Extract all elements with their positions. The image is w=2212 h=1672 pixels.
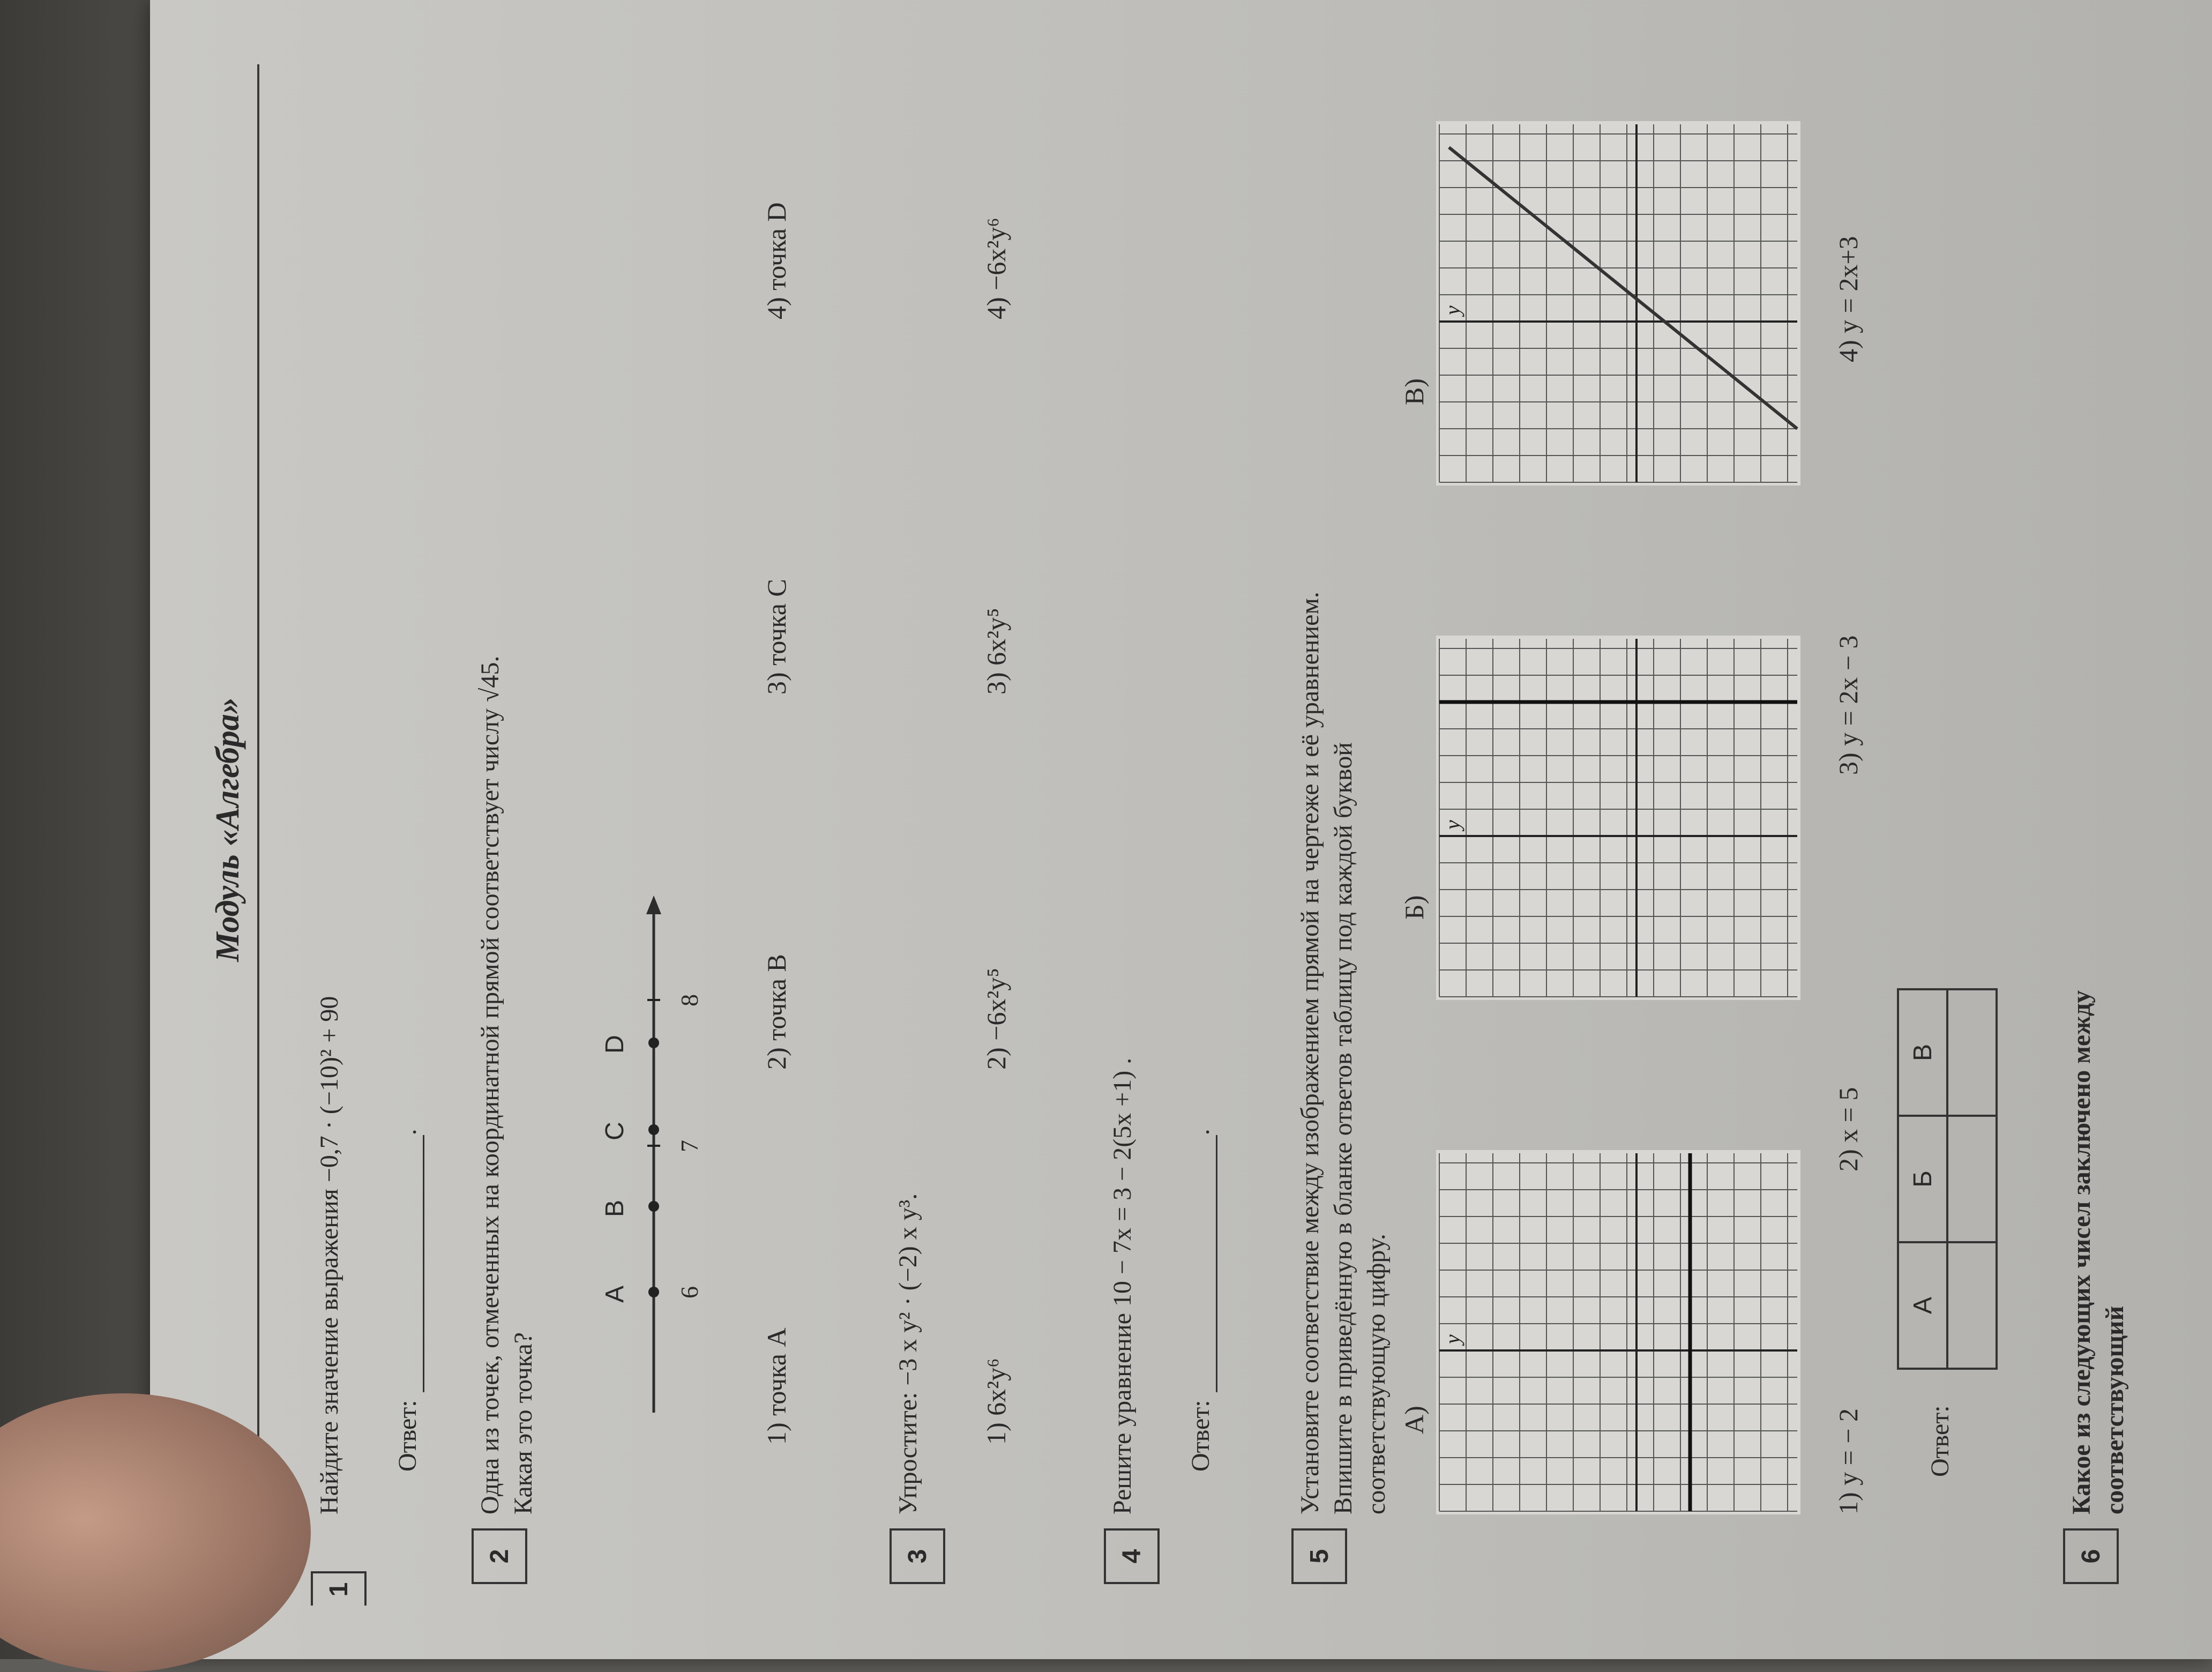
answer-label: Ответ: bbox=[393, 1400, 422, 1472]
point-label-b: B bbox=[601, 1199, 629, 1217]
number-line-arrow bbox=[646, 895, 661, 914]
question-6-line1: Какое из следующих чисел заключено между bbox=[2067, 990, 2096, 1514]
header-divider bbox=[257, 64, 259, 1584]
answer-cell-a[interactable] bbox=[1947, 1242, 1997, 1369]
q3-option-2[interactable]: 2) −6x²y⁵ bbox=[981, 968, 1011, 1070]
question-2-text bbox=[474, 75, 540, 1514]
q5-option-2[interactable]: 2) x = 5 bbox=[1833, 1087, 1863, 1171]
q5-option-1[interactable]: 1) y = − 2 bbox=[1833, 1408, 1863, 1514]
graph-a bbox=[1436, 1150, 1800, 1514]
q2-option-2[interactable]: 2) точка B bbox=[761, 954, 791, 1070]
question-number-6: 6 bbox=[2063, 1528, 2119, 1584]
question-number-4: 4 bbox=[1104, 1528, 1160, 1584]
answer-table-header-b: Б bbox=[1898, 1116, 1947, 1242]
question-number-5: 5 bbox=[1291, 1528, 1347, 1584]
question-2 bbox=[472, 75, 847, 1584]
q2-option-1[interactable]: 1) точка A bbox=[761, 1327, 791, 1445]
question-1-prompt: Найдите значение выражения −0,7 · (−10)² + 90 bbox=[315, 996, 343, 1514]
graph-c bbox=[1436, 121, 1800, 486]
point-label-c: C bbox=[601, 1122, 629, 1140]
q5-option-4[interactable]: 4) y = 2x+3 bbox=[1833, 236, 1863, 362]
question-3-text: Упростите: −3 x y² · (−2) x y³. bbox=[894, 1193, 922, 1514]
question-2-line2: Какая это точка? bbox=[509, 1332, 537, 1514]
point-b bbox=[648, 1201, 659, 1212]
tick-label-7: 7 bbox=[676, 1140, 703, 1152]
number-line bbox=[579, 887, 707, 1423]
answer-cell-c[interactable] bbox=[1947, 989, 1997, 1116]
graph-b-grid bbox=[1439, 639, 1797, 997]
answer-table bbox=[1897, 988, 1998, 1370]
question-4-text: Решите уравнение 10 − 7x = 3 − 2(5x +1) . bbox=[1108, 1057, 1137, 1514]
graph-c-line bbox=[1449, 147, 1797, 429]
q3-option-3[interactable]: 3) 6x²y⁵ bbox=[981, 608, 1011, 695]
tick-label-8: 8 bbox=[676, 994, 703, 1006]
question-5-line3: соответствующую цифру. bbox=[1362, 1234, 1391, 1514]
graph-b bbox=[1436, 636, 1800, 1000]
answer-table-header-c: В bbox=[1898, 989, 1947, 1116]
point-c bbox=[648, 1124, 659, 1135]
question-number-2: 2 bbox=[472, 1528, 527, 1584]
question-1-text bbox=[313, 75, 346, 1514]
q3-option-4[interactable]: 4) −6x²y⁶ bbox=[981, 218, 1011, 319]
question-6 bbox=[2063, 75, 2181, 1584]
graph-label-b: Б) bbox=[1399, 895, 1429, 920]
question-1 bbox=[311, 75, 434, 1597]
point-label-a: A bbox=[601, 1285, 629, 1303]
question-number-3: 3 bbox=[890, 1528, 945, 1584]
graph-a-grid bbox=[1439, 1153, 1797, 1511]
graph-c-grid bbox=[1439, 124, 1797, 482]
question-2-line1: Одна из точек, отмеченных на координатной прямой соответствует числу √45. bbox=[476, 655, 504, 1514]
graph-b-y-axis-label: y bbox=[1440, 820, 1464, 830]
question-5-line2: Впишите в приведённую в бланке ответов таблицу под каждой буквой bbox=[1329, 742, 1357, 1514]
question-1-answer: Ответ:. bbox=[391, 75, 424, 1472]
question-5 bbox=[1291, 75, 2031, 1584]
graph-label-a: А) bbox=[1399, 1406, 1429, 1434]
question-5-text bbox=[1294, 75, 1393, 1514]
q2-option-3[interactable]: 3) точка C bbox=[761, 579, 791, 695]
graph-label-c: В) bbox=[1399, 378, 1429, 405]
question-6-line2: соответствующий bbox=[2101, 1305, 2129, 1514]
point-d bbox=[648, 1037, 659, 1048]
question-number-1: 1 bbox=[311, 1571, 367, 1606]
q5-option-3[interactable]: 3) y = 2x − 3 bbox=[1833, 635, 1863, 775]
answer-cell-b[interactable] bbox=[1947, 1116, 1997, 1242]
module-title: Модуль «Алгебра» bbox=[210, 697, 246, 962]
answer-label: Ответ: bbox=[1186, 1400, 1215, 1472]
question-3 bbox=[890, 75, 1050, 1584]
question-6-text bbox=[2065, 75, 2132, 1514]
question-5-line1: Установите соответствие между изображением прямой на чертеже и её уравнением. bbox=[1296, 592, 1324, 1514]
answer-field[interactable] bbox=[1194, 1135, 1217, 1392]
q2-option-4[interactable]: 4) точка D bbox=[761, 202, 791, 319]
answer-field[interactable] bbox=[401, 1135, 424, 1392]
answer-table-header-a: А bbox=[1898, 1242, 1947, 1369]
tick-label-6: 6 bbox=[676, 1286, 703, 1298]
question-4-answer: Ответ:. bbox=[1184, 75, 1217, 1472]
point-label-d: D bbox=[601, 1035, 629, 1054]
graph-a-y-axis-label: y bbox=[1440, 1334, 1464, 1344]
graph-c-y-axis-label: y bbox=[1440, 305, 1464, 315]
question-5-answer-label: Ответ: bbox=[1926, 1405, 1954, 1477]
worksheet-page bbox=[150, 0, 2212, 1659]
question-4 bbox=[1104, 75, 1232, 1584]
q3-option-1[interactable]: 1) 6x²y⁶ bbox=[981, 1358, 1011, 1445]
